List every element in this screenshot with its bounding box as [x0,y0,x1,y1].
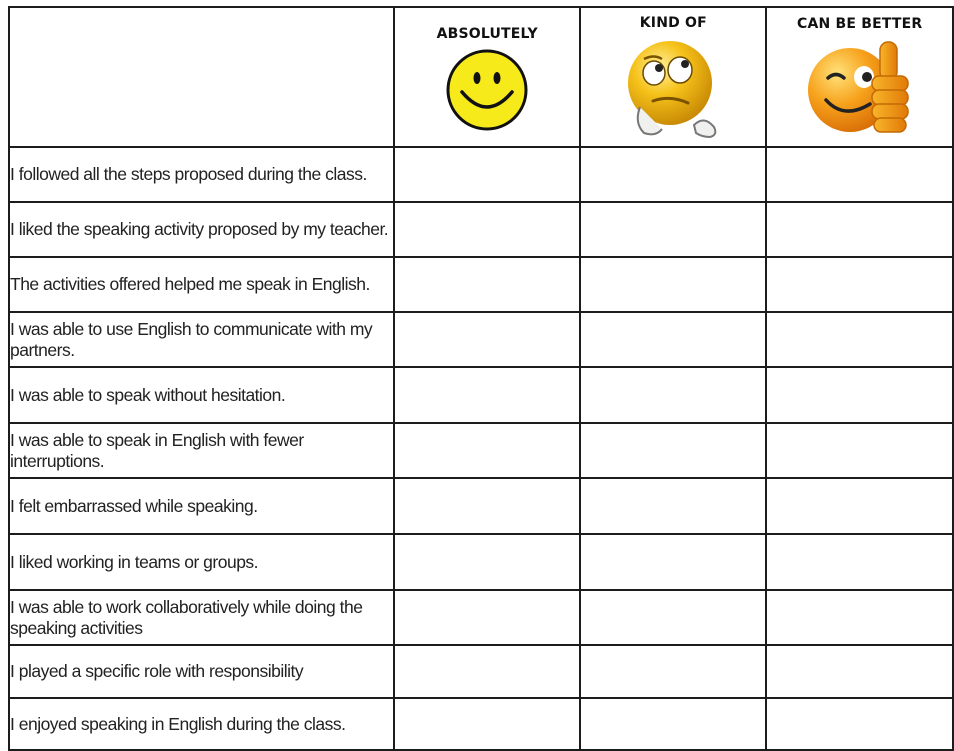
table-row [9,312,953,367]
rating-cell-absolutely[interactable] [394,478,580,534]
rating-cell-absolutely[interactable] [394,257,580,312]
statement-text: I was able to work collaboratively while doing the speaking activities [9,590,394,645]
rating-cell-absolutely[interactable] [394,590,580,645]
column-label-can-be-better: CAN BE BETTER [796,16,923,32]
rating-cell-can-be-better[interactable] [766,202,953,257]
statement-text: I felt embarrassed while speaking. [9,478,394,534]
statement-text: I was able to speak without hesitation. [9,367,394,423]
thinking-face-icon [618,37,728,143]
statement-text: I played a specific role with responsibility [9,645,394,698]
statement-text: The activities offered helped me speak in English. [9,257,394,312]
statement-text: I was able to use English to communicate with my partners. [9,312,394,367]
rating-cell-absolutely[interactable] [394,645,580,698]
winking-thumbs-up-face-icon [804,38,916,142]
statement-text: I liked the speaking activity proposed by my teacher. [9,202,394,257]
rating-cell-can-be-better[interactable] [766,147,953,202]
table-row [9,202,953,257]
table-row [9,478,953,534]
rating-cell-can-be-better[interactable] [766,257,953,312]
rating-cell-can-be-better[interactable] [766,534,953,590]
rating-cell-kind-of[interactable] [580,423,766,478]
table-row [9,147,953,202]
rating-cell-kind-of[interactable] [580,147,766,202]
column-label-kind-of: KIND OF [639,15,707,31]
column-header-absolutely [394,7,580,147]
header-blank-cell [9,7,394,147]
statement-text: I enjoyed speaking in English during the class. [9,698,394,750]
statement-text: I followed all the steps proposed during the class. [9,147,394,202]
rating-cell-can-be-better[interactable] [766,478,953,534]
table-row [9,590,953,645]
smiley-face-icon [445,48,529,132]
rating-cell-absolutely[interactable] [394,423,580,478]
rating-cell-absolutely[interactable] [394,367,580,423]
column-header-kind-of [580,7,766,147]
rating-cell-can-be-better[interactable] [766,590,953,645]
table-row [9,367,953,423]
rating-cell-can-be-better[interactable] [766,645,953,698]
rating-cell-can-be-better[interactable] [766,312,953,367]
rating-cell-kind-of[interactable] [580,590,766,645]
column-label-absolutely: ABSOLUTELY [436,26,538,42]
rating-cell-can-be-better[interactable] [766,367,953,423]
table-row [9,698,953,750]
rating-cell-absolutely[interactable] [394,534,580,590]
rating-cell-absolutely[interactable] [394,312,580,367]
table-row [9,645,953,698]
rating-cell-kind-of[interactable] [580,478,766,534]
rating-cell-kind-of[interactable] [580,367,766,423]
rating-cell-absolutely[interactable] [394,698,580,750]
header-row [9,7,953,147]
self-evaluation-table [8,6,954,751]
column-header-can-be-better [766,7,953,147]
rating-cell-absolutely[interactable] [394,147,580,202]
rating-cell-kind-of[interactable] [580,202,766,257]
rating-cell-kind-of[interactable] [580,312,766,367]
table-row [9,534,953,590]
rating-cell-kind-of[interactable] [580,534,766,590]
rating-cell-kind-of[interactable] [580,645,766,698]
rating-cell-absolutely[interactable] [394,202,580,257]
rating-cell-kind-of[interactable] [580,257,766,312]
statement-text: I liked working in teams or groups. [9,534,394,590]
rating-cell-can-be-better[interactable] [766,423,953,478]
table-row [9,257,953,312]
rating-cell-can-be-better[interactable] [766,698,953,750]
statement-text: I was able to speak in English with fewer interruptions. [9,423,394,478]
table-row [9,423,953,478]
rating-cell-kind-of[interactable] [580,698,766,750]
